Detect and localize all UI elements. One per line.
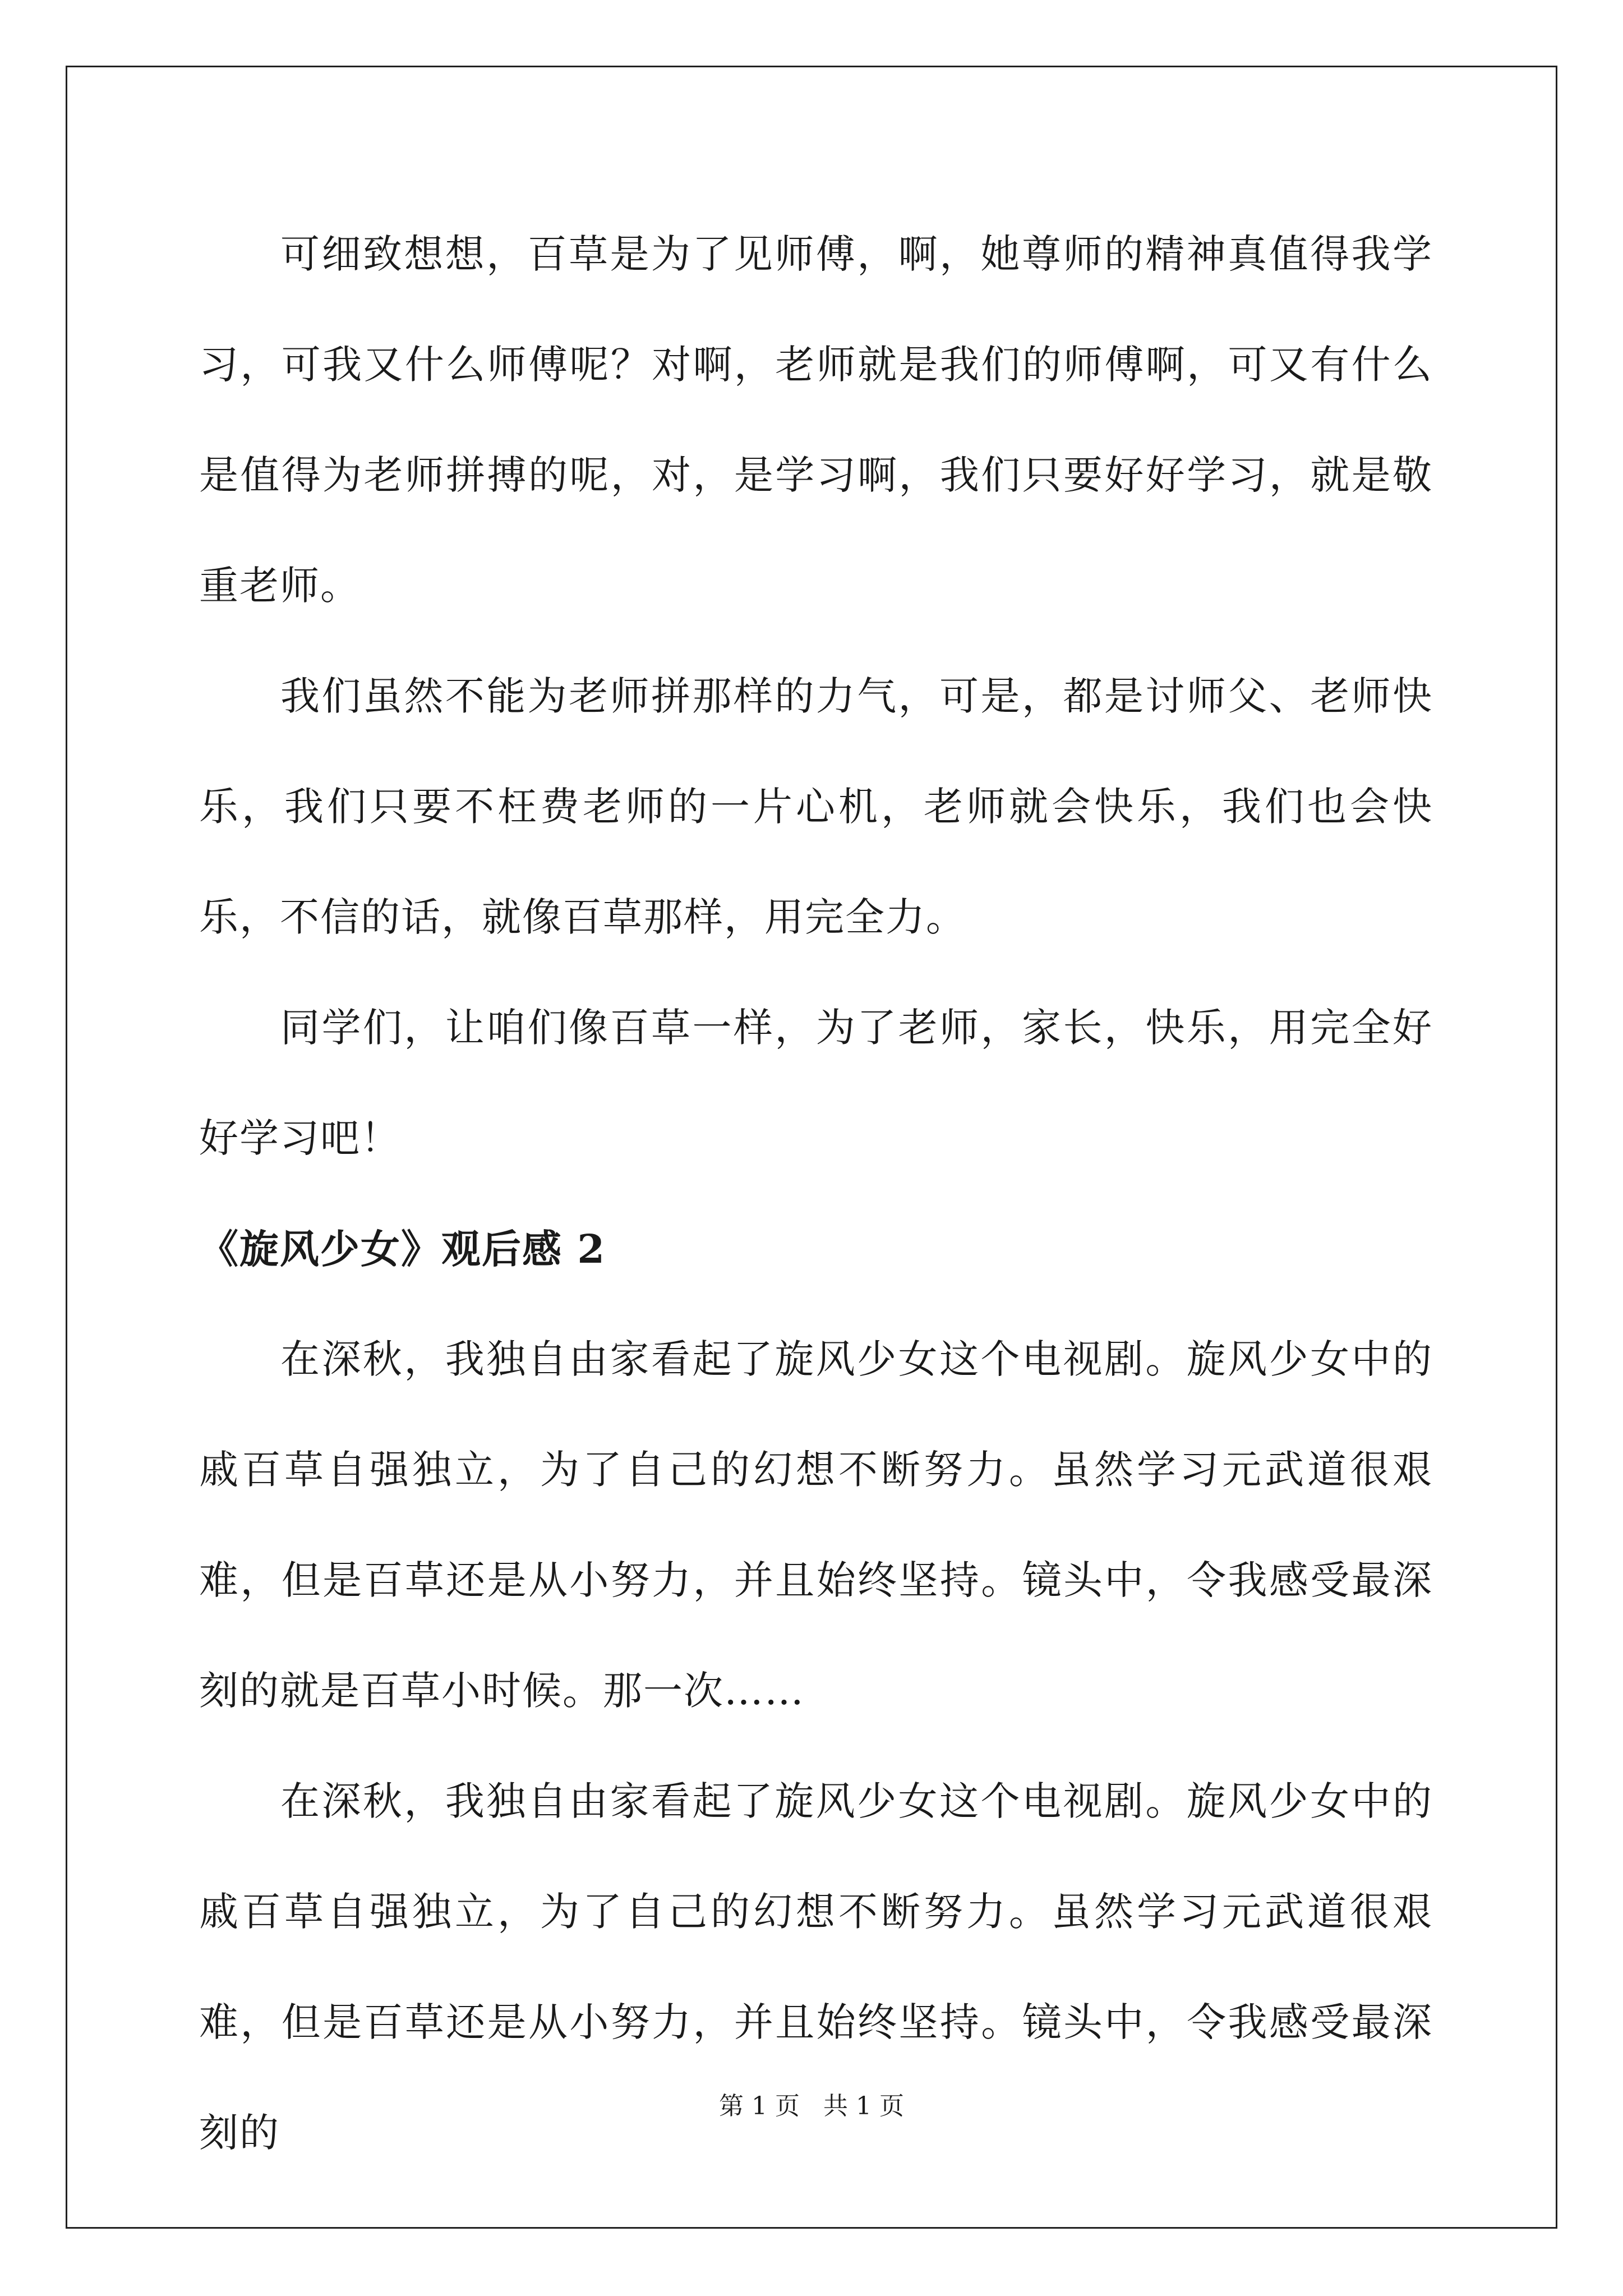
paragraph-5: 在深秋，我独自由家看起了旋风少女这个电视剧。旋风少女中的戚百草自强独立，为了自己的幻想不断努力。虽然学习元武道很艰难，但是百草还是从小努力，并且始终坚持。镜头中，令我感受最深刻的 <box>199 1778 1433 2156</box>
paragraph-3: 同学们，让咱们像百草一样，为了老师，家长，快乐，用完全好好学习吧！ <box>199 1005 1433 1161</box>
paragraph-2: 我们虽然不能为老师拼那样的力气，可是，都是讨师父、老师快乐，我们只要不枉费老师的一片心机，老师就会快乐，我们也会快乐，不信的话，就像百草那样，用完全力。 <box>199 673 1433 940</box>
page-number: 第 1 页 <box>719 2092 800 2120</box>
section-heading: 《旋风少女》观后感 2 <box>199 1226 606 1272</box>
paragraph-1: 可细致想想，百草是为了见师傅，啊，她尊师的精神真值得我学习，可我又什么师傅呢？对啊，老师就是我们的师傅啊，可又有什么是值得为老师拼搏的呢，对，是学习啊，我们只要好好学习，就是敬重老师。 <box>199 231 1433 609</box>
page-total: 共 1 页 <box>823 2092 904 2120</box>
page-footer <box>0 2090 1623 2123</box>
document-body <box>199 199 1433 2188</box>
paragraph-4: 在深秋，我独自由家看起了旋风少女这个电视剧。旋风少女中的戚百草自强独立，为了自己的幻想不断努力。虽然学习元武道很艰难，但是百草还是从小努力，并且始终坚持。镜头中，令我感受最深刻的就是百草小时候。那一次…… <box>199 1336 1433 1714</box>
